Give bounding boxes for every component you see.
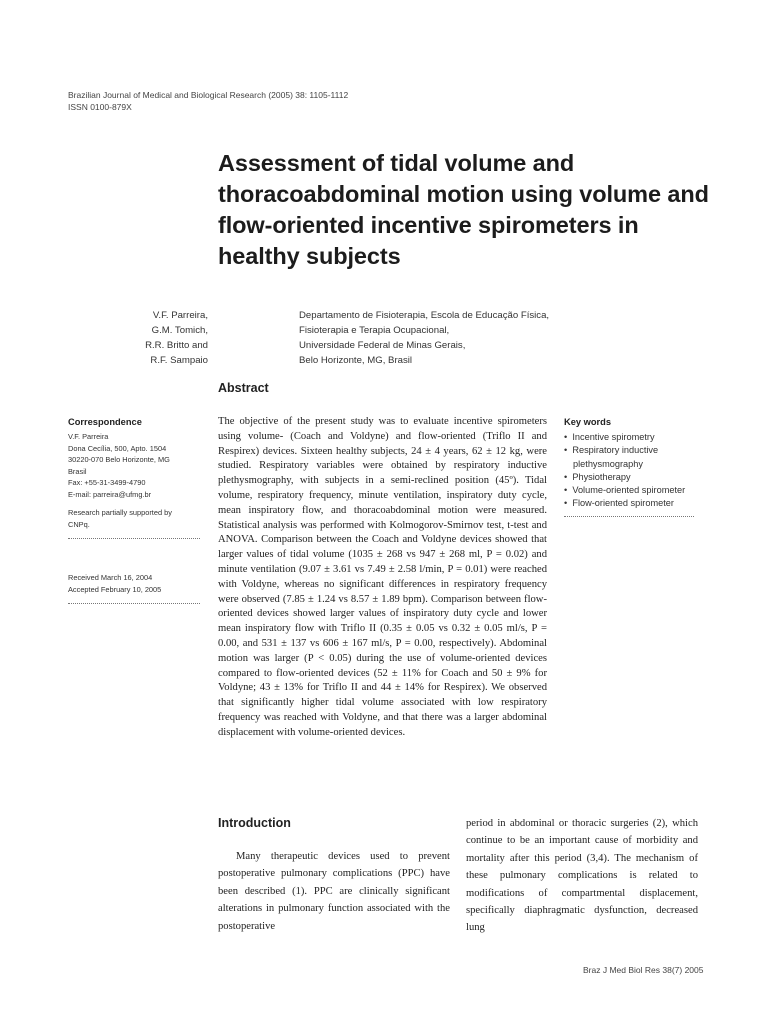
author-list	[100, 308, 208, 368]
correspondence-fax: Fax: +55-31-3499-4790	[68, 478, 146, 487]
funding-line: CNPq.	[68, 519, 90, 529]
dotted-divider	[68, 603, 200, 604]
affiliation-line: Fisioterapia e Terapia Ocupacional,	[299, 325, 450, 336]
affiliation-line: Departamento de Fisioterapia, Escola de Educação Física,	[299, 310, 550, 321]
introduction-column-2: period in abdominal or thoracic surgeries (2), which continue to be an important cause of morbidity and mortality after this period (3,4). The mechanism of these pulmonary complications is related to modifications of compartmental displacement, specifically diaphragmatic dysfunction, decreased lung	[466, 818, 698, 934]
journal-issn: ISSN 0100-879X	[68, 102, 132, 112]
correspondence-email[interactable]: E-mail: parreira@ufmg.br	[68, 489, 152, 499]
received-date: Received March 16, 2004	[68, 573, 153, 582]
correspondence-heading: Correspondence	[68, 417, 142, 427]
keywords-heading: Key words	[564, 417, 612, 427]
funding-line: Research partially supported by	[68, 508, 172, 517]
correspondence-line: 30220-070 Belo Horizonte, MG	[68, 455, 170, 464]
correspondence-line: Dona Cecília, 500, Apto. 1504	[68, 443, 167, 453]
introduction-column-1: Many therapeutic devices used to prevent postoperative pulmonary complications (PPC) have been described (1). PPC are clinically significant alterations in pulmonary function associated with the postoperative	[218, 851, 450, 932]
keyword-item: • Volume-oriented spirometer	[564, 484, 714, 497]
keyword-item: • Flow-oriented spirometer	[564, 497, 714, 510]
keyword-item: • Incentive spirometry	[564, 431, 714, 444]
funding-note	[68, 507, 208, 530]
accepted-date: Accepted February 10, 2005	[68, 584, 162, 594]
author-name: V.F. Parreira,	[152, 310, 208, 321]
keyword-item: • Respiratory inductive plethysmography	[564, 444, 714, 471]
keywords-list	[564, 431, 714, 511]
correspondence-line: Brasil	[68, 466, 87, 476]
author-name: R.R. Britto and	[145, 340, 208, 351]
article-dates	[68, 572, 208, 595]
correspondence-line: V.F. Parreira	[68, 432, 109, 441]
journal-citation: Brazilian Journal of Medical and Biological Research (2005) 38: 1105-1112	[68, 90, 349, 100]
abstract-heading: Abstract	[218, 381, 269, 395]
keyword-item: • Physiotherapy	[564, 471, 714, 484]
affiliation-line: Belo Horizonte, MG, Brasil	[299, 355, 413, 366]
author-name: G.M. Tomich,	[151, 325, 208, 336]
author-affiliation	[299, 308, 599, 368]
left-sidebar	[68, 416, 208, 604]
journal-header	[68, 89, 348, 113]
correspondence-block	[68, 416, 208, 500]
keywords-block	[564, 416, 714, 517]
abstract-body: The objective of the present study was to evaluate incentive spirometers using volume- (Coach and Voldyne) and flow-oriented (Triflo II and Respirex) devices. Sixteen healthy subjects, 24 ± 4 years, 62 ± 12 kg, were studied. Respiratory variables were obtained by respiratory inductive plethysmography, with subjects in a semi-reclined position (45º). Tidal volume, respiratory frequency, minute ventilation, inspiratory duty cycle, mean inspiratory flow, and thoracoabdominal motion were measured. Statistical analysis was performed with Kolmogorov-Smirnov test, t-test and ANOVA. Comparison between the Coach and Voldyne devices showed that larger values of tidal volume (1035 ± 268 vs 947 ± 268 ml, P = 0.02) and minute ventilation (9.07 ± 3.61 vs 7.49 ± 2.58 l/min, P = 0.01) were reached with Voldyne, whereas no significant differences in respiratory frequency were observed (7.85 ± 1.24 vs 8.57 ± 1.89 bpm). Comparison between flow-oriented devices showed larger values of inspiratory duty cycle and lower mean inspiratory flow with Triflo II (0.35 ± 0.05 vs 0.32 ± 0.05 ml/s, P = 0.00, and 531 ± 137 vs 606 ± 167 ml/s, P = 0.00, respectively). Abdominal motion was larger (P < 0.05) during the use of volume-oriented devices compared to flow-oriented devices (52 ± 11% for Coach and 50 ± 9% for Voldyne; 43 ± 13% for Triflo II and 44 ± 14% for Respirex). We observed that significantly higher tidal volume associated with low respiratory frequency was reached with Voldyne, and that there was a larger abdominal displacement with volume-oriented devices.	[218, 416, 547, 738]
dotted-divider	[564, 516, 694, 517]
article-title: Assessment of tidal volume and thoracoabdominal motion using volume and flow-oriented incentive spirometers in healthy subjects	[218, 150, 709, 269]
correspondence-address	[68, 431, 208, 500]
page-footer: Braz J Med Biol Res 38(7) 2005	[583, 965, 704, 975]
introduction-heading: Introduction	[218, 816, 291, 830]
affiliation-line: Universidade Federal de Minas Gerais,	[299, 340, 466, 351]
dotted-divider	[68, 538, 200, 539]
author-name: R.F. Sampaio	[150, 355, 208, 366]
